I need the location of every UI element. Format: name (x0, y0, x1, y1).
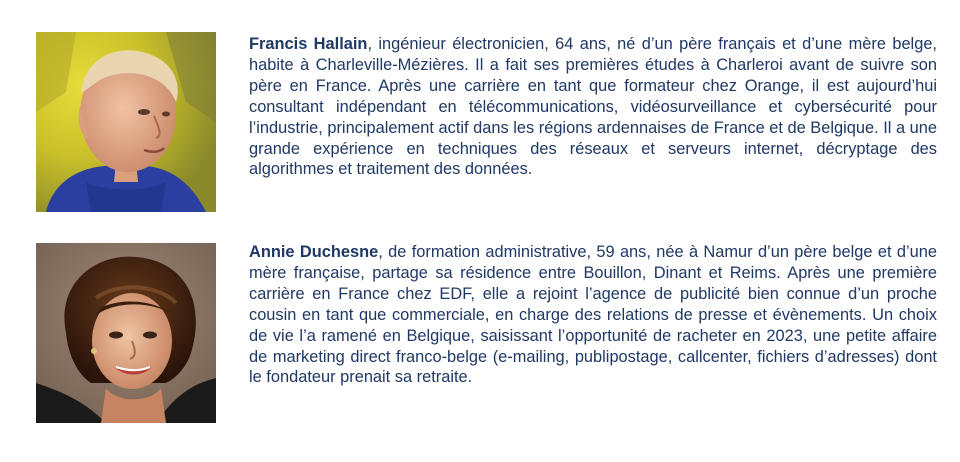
bio-text (249, 34, 937, 180)
person-name: Annie Duchesne (249, 243, 379, 261)
bio-description: , ingénieur électronicien, 64 ans, né d’un père français et d’une mère belge, habite à Charleville-Mézières. Il a fait ses premières études à Charleroi avant de suivre son père en France. Après une carrière en tant que formateur chez Orange, il est aujourd’hui consultant indépendant en télécommunications, vidéosurveillance et cybersécurité pour l’industrie, principalement actif dans les régions ardennaises de France et de Belgique. Il a une grande expérience en techniques des réseaux et serveurs internet, décryptage des algorithmes et traitement des données. (249, 35, 937, 179)
person-name: Francis Hallain (249, 35, 368, 53)
bio-text (249, 242, 937, 388)
bio-annie-duchesne (0, 232, 960, 462)
portrait-man-photo (36, 32, 216, 212)
bio-description: , de formation administrative, 59 ans, née à Namur d’un père belge et d’une mère française, partage sa résidence entre Bouillon, Dinant et Reims. Après une première carrière en France chez EDF, elle a rejoint l’agence de publicité bien connue d’un proche cousin en tant que commerciale, en charge des relations de presse et évènements. Un choix de vie l’a ramené en Belgique, saisissant l’opportunité de racheter en 2023, une petite affaire de marketing direct franco-belge (e-mailing, publipostage, callcenter, fichiers d’adresses) dont le fondateur prenait sa retraite. (249, 243, 937, 387)
bio-francis-hallain (0, 0, 960, 230)
portrait-woman-photo (36, 243, 216, 423)
